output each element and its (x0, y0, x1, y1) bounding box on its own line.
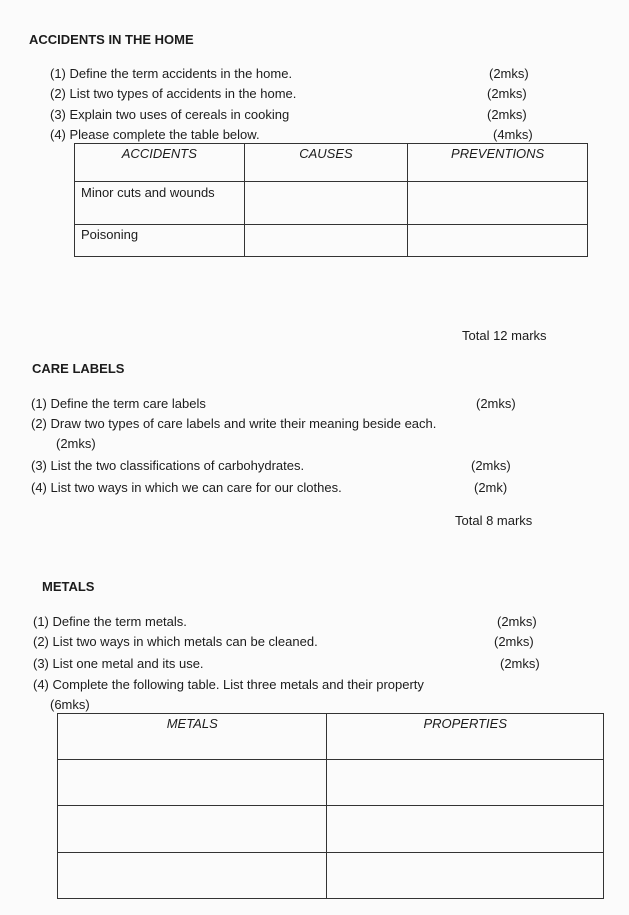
table-header: PROPERTIES (327, 714, 604, 760)
question-text: (3) List one metal and its use. (33, 656, 204, 671)
question-marks: (2mks) (497, 614, 537, 629)
table-cell (58, 853, 327, 899)
question-text: (1) Define the term care labels (31, 396, 206, 411)
table-cell (327, 853, 604, 899)
question-marks: (2mk) (474, 480, 508, 495)
section-title-accidents: ACCIDENTS IN THE HOME (29, 32, 194, 47)
section-total: Total 8 marks (455, 513, 533, 528)
question-marks: (2mks) (487, 107, 527, 122)
question-marks: (2mks) (494, 634, 534, 649)
question-text: (6mks) (50, 697, 90, 712)
question-text: (2) List two ways in which metals can be cleaned. (33, 634, 318, 649)
section-title-care-labels: CARE LABELS (32, 361, 125, 376)
question-text: (3) List the two classifications of carbohydrates. (31, 458, 305, 473)
table-header: PREVENTIONS (408, 144, 588, 182)
table-cell: Minor cuts and wounds (75, 182, 245, 225)
table-cell (408, 182, 588, 225)
question-text: (4) Complete the following table. List three metals and their property (33, 677, 424, 692)
question-marks: (2mks) (500, 656, 540, 671)
table-cell (244, 225, 408, 257)
section-title-metals: METALS (42, 579, 95, 594)
question-marks: (4mks) (493, 127, 533, 142)
question-marks: (2mks) (489, 66, 529, 81)
question-text: (4) Please complete the table below. (50, 127, 260, 142)
question-text: (4) List two ways in which we can care for our clothes. (31, 480, 342, 495)
table-header: CAUSES (244, 144, 408, 182)
question-text: (1) Define the term accidents in the home. (50, 66, 293, 81)
question-marks: (2mks) (487, 86, 527, 101)
accidents-table (74, 143, 588, 257)
table-cell (58, 806, 327, 853)
table-cell (58, 760, 327, 806)
table-header: ACCIDENTS (75, 144, 245, 182)
metals-table (57, 713, 604, 899)
table-header: METALS (58, 714, 327, 760)
question-text: (1) Define the term metals. (33, 614, 187, 629)
table-cell (327, 806, 604, 853)
question-marks: (2mks) (471, 458, 511, 473)
table-cell (408, 225, 588, 257)
question-text: (2) Draw two types of care labels and write their meaning beside each. (31, 416, 437, 431)
table-cell (327, 760, 604, 806)
question-marks: (2mks) (476, 396, 516, 411)
question-text: (3) Explain two uses of cereals in cooking (50, 107, 290, 122)
question-text: (2mks) (56, 436, 96, 451)
section-total: Total 12 marks (462, 328, 547, 343)
table-cell (244, 182, 408, 225)
table-cell: Poisoning (75, 225, 245, 257)
question-text: (2) List two types of accidents in the home. (50, 86, 297, 101)
